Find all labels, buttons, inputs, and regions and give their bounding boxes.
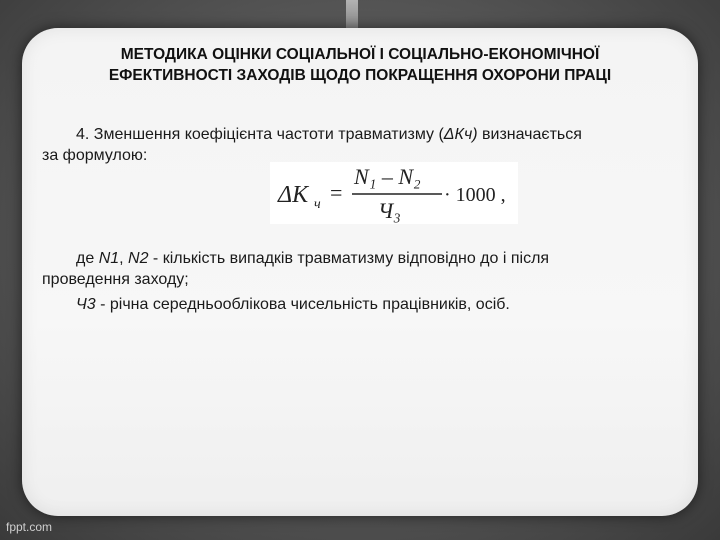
paragraph-variables-line-1 <box>42 248 682 269</box>
paragraph-definition <box>42 124 682 166</box>
paragraph-employees <box>42 294 682 315</box>
formula-svg <box>270 162 518 224</box>
formula-lhs: ΔK <box>278 182 309 208</box>
title-line-1: МЕТОДИКА ОЦІНКИ СОЦІАЛЬНОЇ І СОЦІАЛЬНО-ЕКОНОМІЧНОЇ <box>120 46 600 63</box>
employees-rest-text: - річна середньооблікова чисельність працівників, осіб. <box>95 296 510 313</box>
variables-rest-text: - кількість випадків травматизму відповідно до і після <box>148 250 550 267</box>
title-line-2: ЕФЕКТИВНОСТІ ЗАХОДІВ ЩОДО ПОКРАЩЕННЯ ОХОРОНИ ПРАЦІ <box>108 67 612 84</box>
variables-comma: , <box>119 250 129 267</box>
paragraph-definition-line-2: за формулою: <box>42 147 148 164</box>
slide-title <box>62 44 658 86</box>
paragraph-variables <box>42 248 682 290</box>
formula-lhs-subscript: ч <box>314 197 321 212</box>
variable-n1: N1 <box>98 250 120 267</box>
variables-lead-text: де <box>76 250 99 267</box>
definition-lead-text: 4. Зменшення коефіцієнта частоти травматизму ( <box>76 126 444 143</box>
slide-card <box>22 28 698 516</box>
formula-numerator: N₁ – N₂ <box>354 164 421 189</box>
paragraph-variables-line-2: проведення заходу; <box>42 271 189 288</box>
svg-text:=: = <box>330 180 343 205</box>
definition-rest-text: визначається <box>477 126 582 143</box>
formula-image <box>270 162 518 224</box>
paragraph-definition-line-1 <box>42 124 682 145</box>
variable-ch3: Ч3 <box>76 296 96 313</box>
top-decoration <box>346 0 358 30</box>
formula-multiplier: · 1000 , <box>444 184 506 206</box>
paragraph-employees-line <box>42 294 682 315</box>
watermark-text: fppt.com <box>6 520 53 534</box>
definition-symbol: ΔКч) <box>443 126 478 143</box>
formula-denominator: Ч₃ <box>378 198 401 223</box>
variable-n2: N2 <box>128 250 149 267</box>
